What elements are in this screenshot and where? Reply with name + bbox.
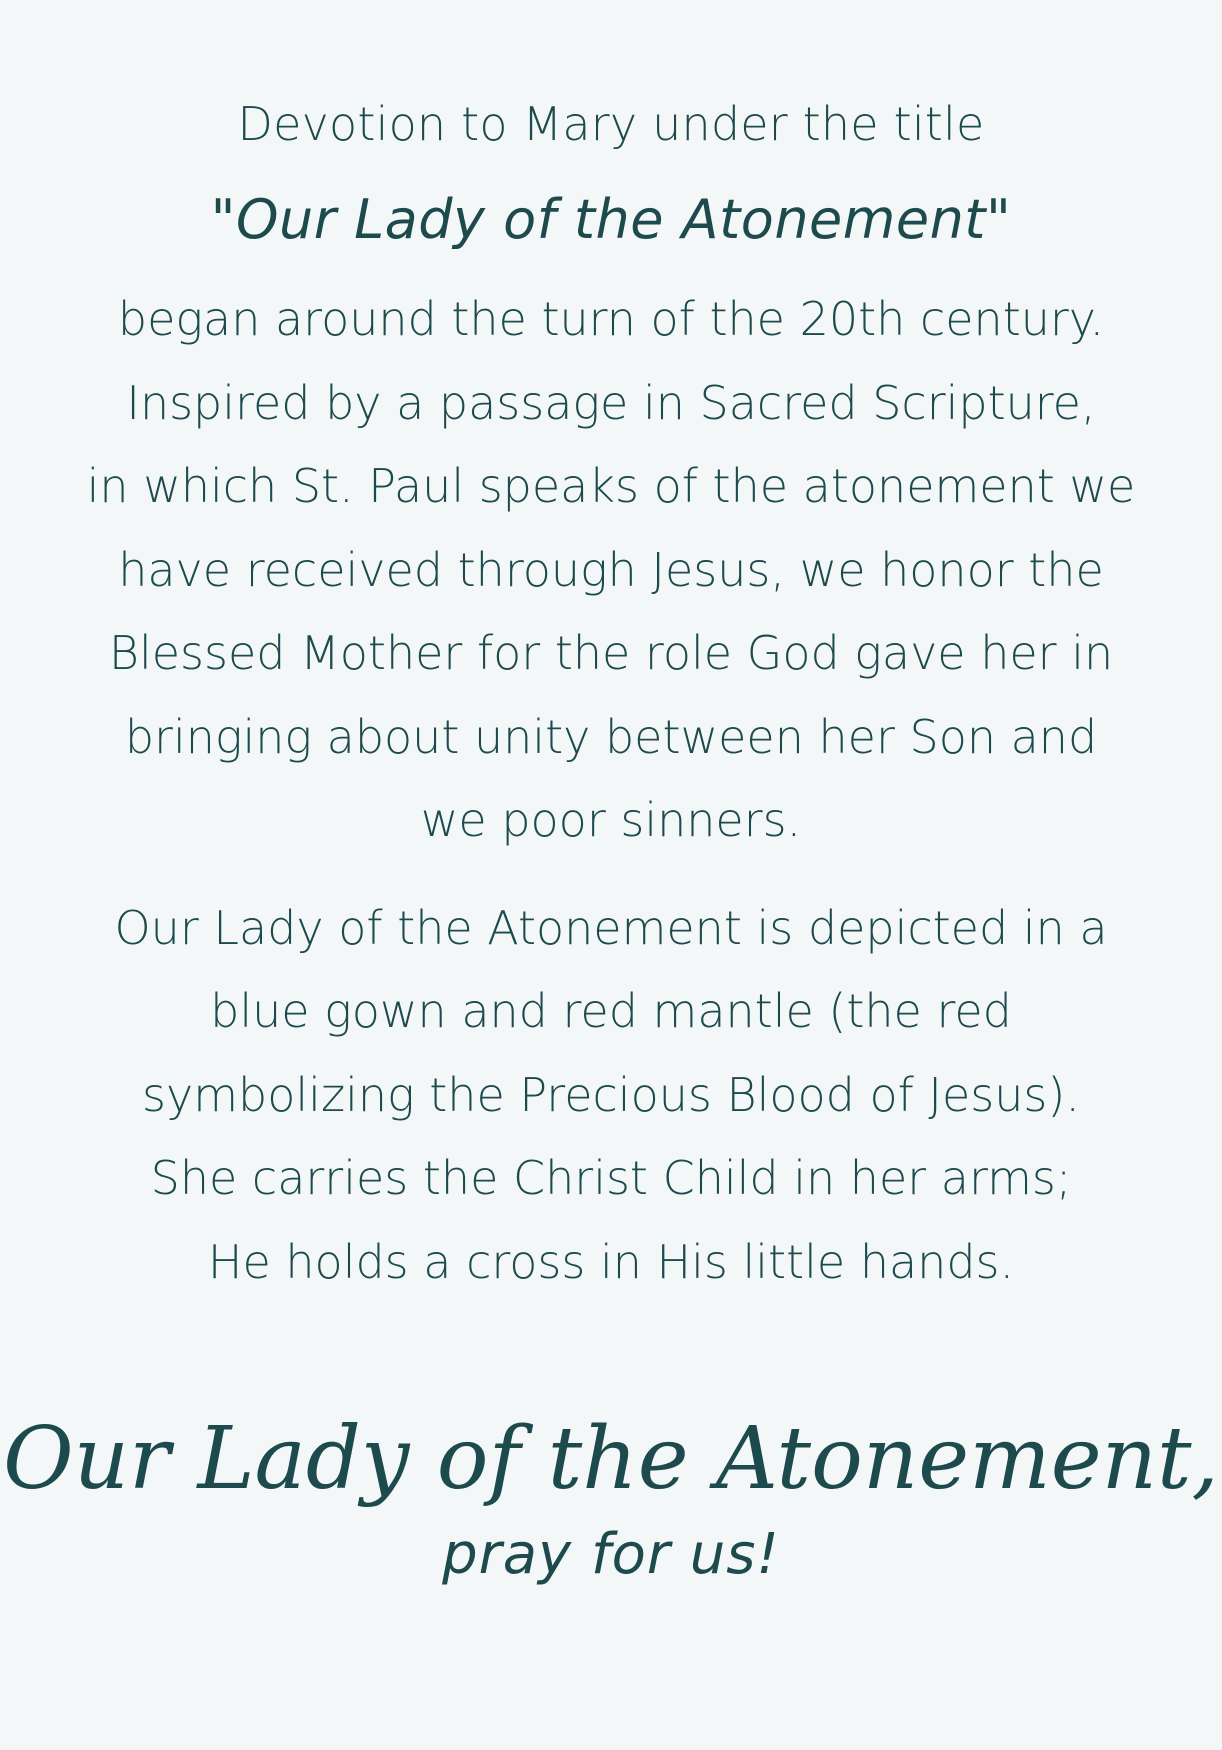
paragraph-line: have received through Jesus, we honor the: [118, 542, 1104, 597]
paragraph-line: bringing about unity between her Son and: [124, 709, 1098, 764]
paragraph-line: blue gown and red mantle (the red: [210, 984, 1012, 1038]
paragraph-line: began around the turn of the 20th century.: [117, 292, 1105, 346]
paragraph-line: in which St. Paul speaks of the atonement we: [86, 459, 1136, 513]
paragraph-line: She carries the Christ Child in her arms;: [150, 1151, 1072, 1205]
title-quote: "Our Lady of the Atonement": [210, 188, 1012, 251]
closing-invocation: Our Lady of the Atonement,: [3, 1409, 1219, 1509]
depiction-paragraph: [81, 887, 1141, 1305]
paragraph-line: we poor sinners.: [420, 793, 802, 847]
paragraph-line: He holds a cross in His little hands.: [207, 1234, 1015, 1289]
paragraph-spacer: [0, 863, 1222, 887]
paragraph-line: Inspired by a passage in Sacred Scripture,: [126, 375, 1096, 430]
paragraph-line: Blessed Mother for the role God gave her in: [108, 626, 1114, 680]
closing-prayer: pray for us!: [442, 1522, 780, 1587]
paragraph-line: symbolizing the Precious Blood of Jesus).: [142, 1067, 1080, 1122]
intro-text: Devotion to Mary under the title: [237, 97, 985, 151]
paragraph-line: Our Lady of the Atonement is depicted in a: [114, 900, 1108, 955]
history-paragraph: [81, 278, 1141, 863]
